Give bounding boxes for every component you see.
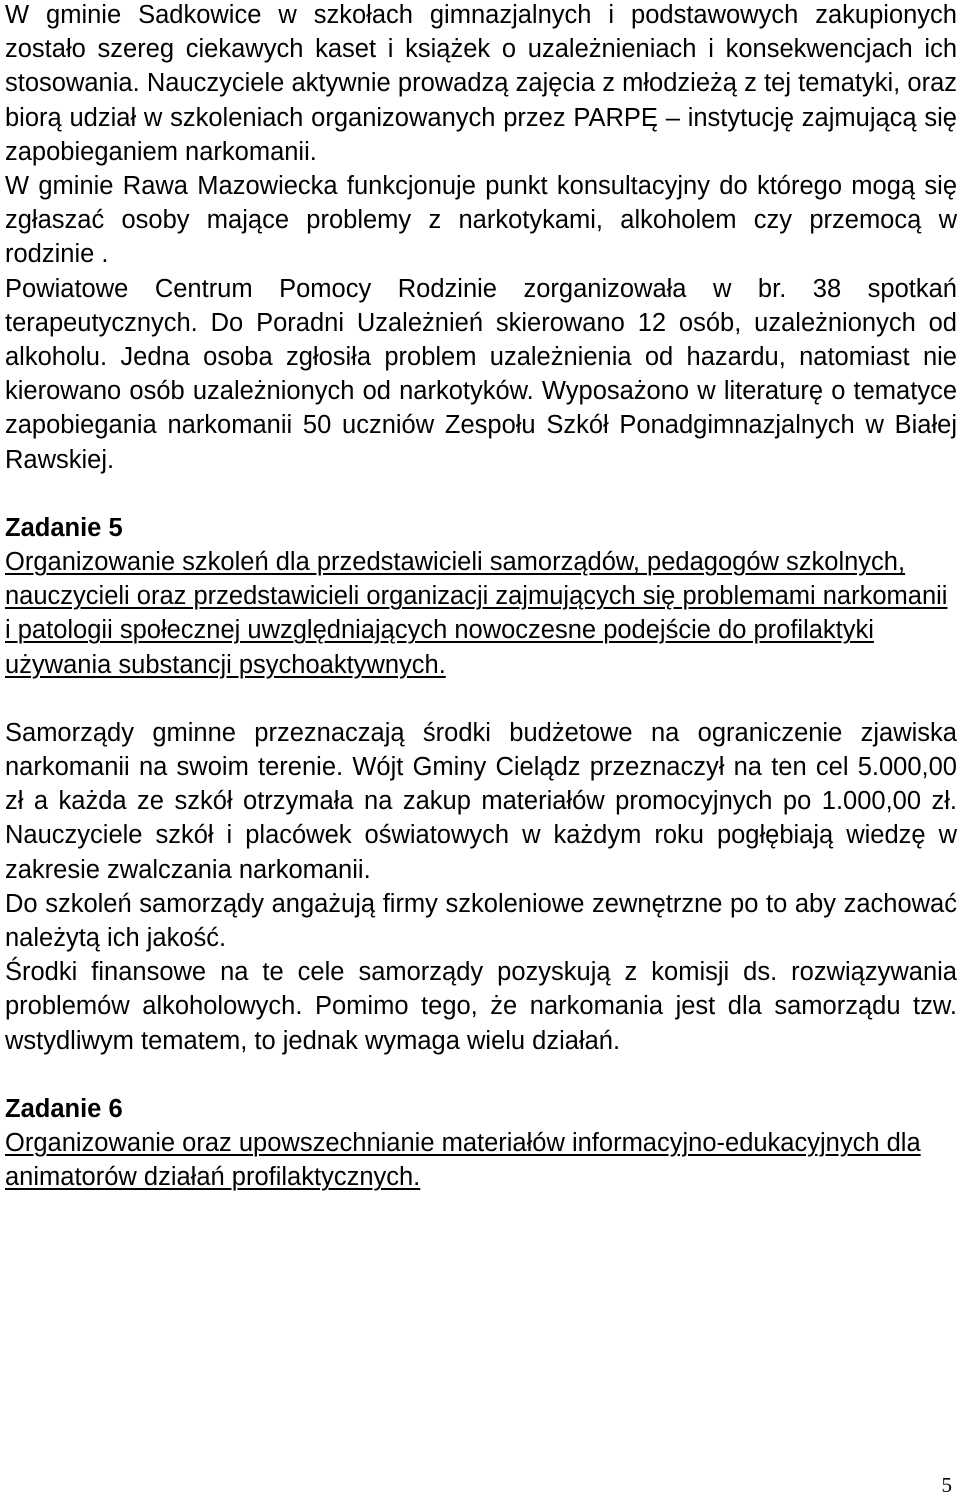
task-5-paragraph-funding: Środki finansowe na te cele samorządy pozyskują z komisji ds. rozwiązywania problemów alkoholowych. Pomimo tego, że narkomania jest dla samorządu tzw. wstydliwym tematem, to jednak wymaga wielu działań. [5,958,957,1055]
spacer [5,682,957,716]
section-task-6 [5,1092,957,1195]
spacer [5,1058,957,1092]
task-5-paragraph-training: Do szkoleń samorządy angażują firmy szkoleniowe zewnętrzne po to aby zachować należytą ich jakość. [5,889,957,953]
paragraph-pcpr: Powiatowe Centrum Pomocy Rodzinie zorganizowała w br. 38 spotkań terapeutycznych. Do Poradni Uzależnień skierowano 12 osób, uzależnionych od alkoholu. Jedna osoba zgłosiła problem uzależnienia od hazardu, natomiast nie kierowano osób uzależnionych od narkotyków. Wyposażono w literaturę o tematyce zapobiegania narkomanii 50 uczniów Zespołu Szkół Ponadgimnazjalnych w Białej Rawskiej. [5,274,957,474]
document-page [5,0,957,1195]
task-6-subtitle: Organizowanie oraz upowszechnianie materiałów informacyjno-edukacyjnych dla animatorów działań profilaktycznych. [5,1129,921,1192]
task-5-heading: Zadanie 5 [5,513,123,542]
spacer [5,477,957,511]
section-task-5 [5,511,957,1058]
paragraph-rawa-mazowiecka: W gminie Rawa Mazowiecka funkcjonuje punkt konsultacyjny do którego mogą się zgłaszać osoby mające problemy z narkotykami, alkoholem czy przemocą w rodzinie . [5,172,957,269]
page-number: 5 [941,1473,952,1497]
paragraph-sadkowice: W gminie Sadkowice w szkołach gimnazjalnych i podstawowych zakupionych zostało szereg ciekawych kaset i książek o uzależnieniach i konsekwencjach ich stosowania. Nauczyciele aktywnie prowadzą zajęcia z młodzieżą z tej tematyki, oraz biorą udział w szkoleniach organizowanych przez PARPĘ – instytucję zajmującą się zapobieganiem narkomanii. [5,1,957,166]
task-5-subtitle: Organizowanie szkoleń dla przedstawicieli samorządów, pedagogów szkolnych, nauczycieli oraz przedstawicieli organizacji zajmujących się problemami narkomanii i patologii społecznej uwzględniających nowoczesne podejście do profilaktyki używania substancji psychoaktywnych. [5,548,948,679]
task-6-heading: Zadanie 6 [5,1094,123,1123]
task-5-paragraph-budget: Samorządy gminne przeznaczają środki budżetowe na ograniczenie zjawiska narkomanii na swoim terenie. Wójt Gminy Cielądz przeznaczył na ten cel 5.000,00 zł a każda ze szkół otrzymała na zakup materiałów promocyjnych po 1.000,00 zł. Nauczyciele szkół i placówek oświatowych w każdym roku pogłębiają wiedzę w zakresie zwalczania narkomanii. [5,718,957,884]
